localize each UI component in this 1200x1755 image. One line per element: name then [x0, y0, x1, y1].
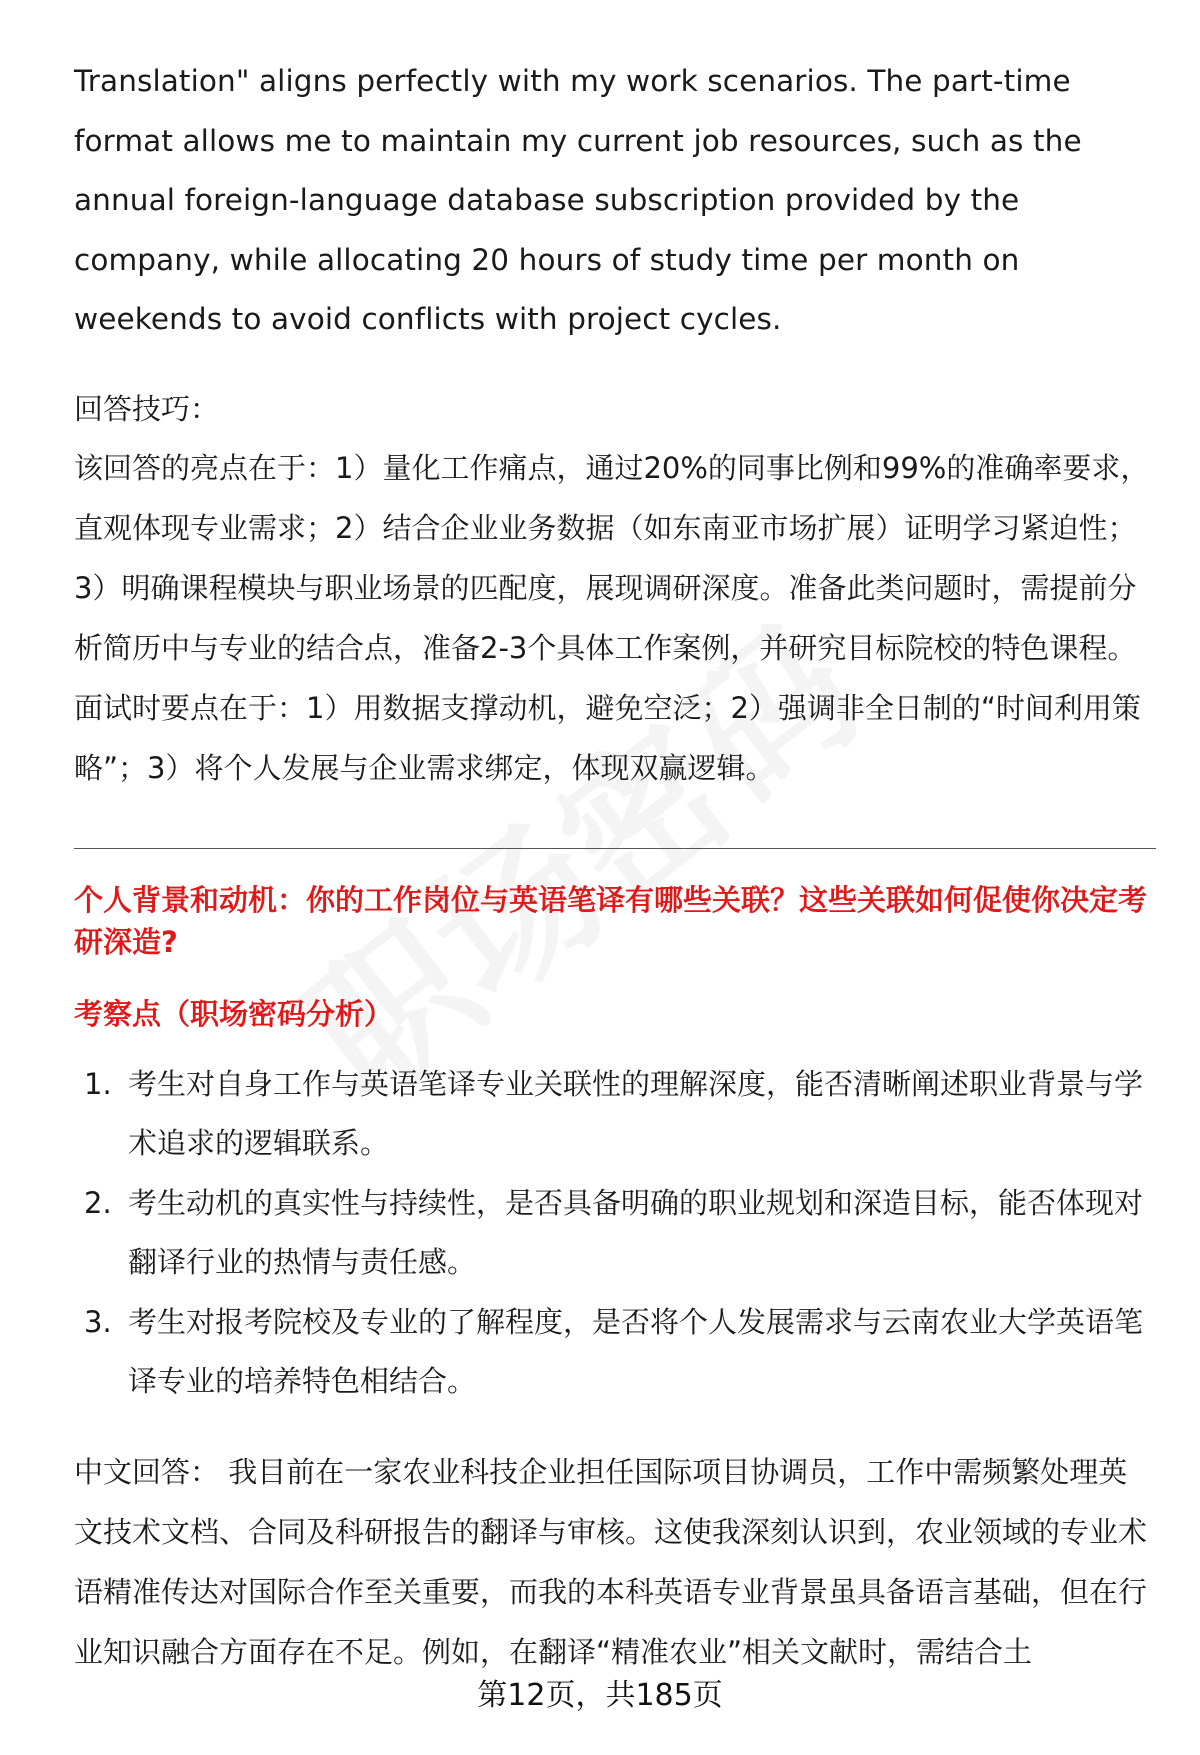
list-item-text: 考生对报考院校及专业的了解程度，是否将个人发展需求与云南农业大学英语笔译专业的培养特色相结合。: [128, 1304, 1144, 1398]
list-item-number: 1.: [84, 1066, 112, 1101]
list-item-number: 3.: [84, 1304, 112, 1339]
list-item-text: 考生对自身工作与英语笔译专业关联性的理解深度，能否清晰阐述职业背景与学术追求的逻辑联系。: [128, 1066, 1144, 1160]
list-item: [74, 1055, 1156, 1174]
document-page: [74, 52, 1156, 1682]
chinese-answer: [74, 1442, 1156, 1682]
section-divider: [74, 848, 1156, 849]
page-footer: 第12页，共185页: [477, 1678, 723, 1713]
list-item-number: 2.: [84, 1185, 112, 1220]
tips-body: 该回答的亮点在于：1）量化工作痛点，通过20%的同事比例和99%的准确率要求，直观体现专业需求；2）结合企业业务数据（如东南亚市场扩展）证明学习紧迫性；3）明确课程模块与职业场景的匹配度，展现调研深度。准备此类问题时，需提前分析简历中与专业的结合点，准备2-3个具体工作案例，并研究目标院校的特色课程。面试时要点在于：1）用数据支撑动机，避免空泛；2）强调非全日制的“时间利用策略”；3）将个人发展与企业需求绑定，体现双赢逻辑。: [74, 450, 1150, 785]
question-heading: 个人背景和动机：你的工作岗位与英语笔译有哪些关联？这些关联如何促使你决定考研深造?: [74, 882, 1148, 959]
answer-text: 我目前在一家农业科技企业担任国际项目协调员，工作中需频繁处理英文技术文档、合同及科研报告的翻译与审核。这使我深刻认识到，农业领域的专业术语精准传达对国际合作至关重要，而我的本科英语专业背景虽具备语言基础，但在行业知识融合方面存在不足。例如，在翻译“精准农业”相关文献时，需结合土: [74, 1454, 1148, 1669]
intro-paragraph: Translation" aligns perfectly with my work scenarios. The part-time format allows me to maintain my current job resources, such as the annual foreign-language database subscription provided by the company, while allocating 20 hours of study time per month on weekends to avoid conflicts with project cycles.: [74, 64, 1082, 336]
exam-points-title: 考察点（职场密码分析）: [74, 996, 394, 1031]
exam-points-list: [74, 1055, 1156, 1412]
list-item: [74, 1174, 1156, 1293]
list-item: [74, 1293, 1156, 1412]
tips-title: 回答技巧：: [74, 391, 220, 426]
list-item-text: 考生动机的真实性与持续性，是否具备明确的职业规划和深造目标，能否体现对翻译行业的热情与责任感。: [128, 1185, 1144, 1279]
answer-label: 中文回答：: [74, 1454, 220, 1489]
